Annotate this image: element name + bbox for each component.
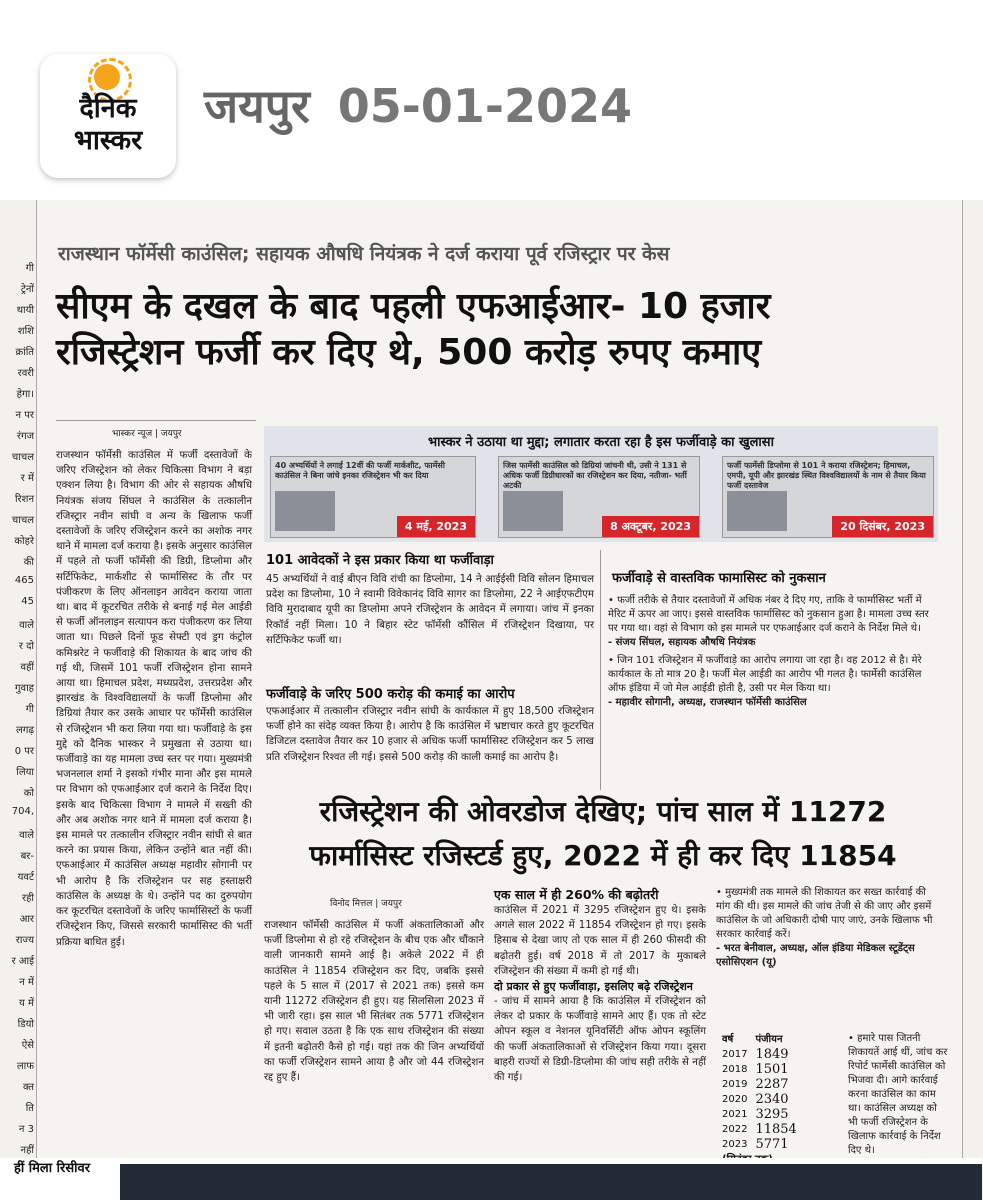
growth-column bbox=[494, 886, 706, 1156]
margin-fragment: रवरी bbox=[17, 368, 34, 379]
logo-text-line2: भास्कर bbox=[73, 125, 143, 156]
clip-photo bbox=[275, 491, 335, 531]
table-cell-year: 2023 bbox=[722, 1139, 748, 1150]
dainik-bhaskar-logo[interactable] bbox=[40, 54, 176, 178]
table-row bbox=[718, 1092, 801, 1107]
margin-fragment: गी bbox=[25, 263, 34, 274]
clip-headline: जिस फार्मेसी काउंसिल को डिग्रियां जांचनी थी, उसी ने 131 से अधिक फर्जी डिग्रीधारकों का रजिस्ट्रेशन कर दिया, नतीजा- भर्ती अटकी bbox=[503, 461, 687, 490]
registration-table bbox=[718, 1032, 801, 1167]
growth-body: काउंसिल में 2021 में 3295 रजिस्ट्रेशन हुए थे। इसके अगले साल 2022 में 11854 रजिस्ट्रेशन हो गए। इसके हिसाब से देखा जाए तो एक साल में ही 260 फीसदी की बढ़ोतरी हुई। वर्ष 2018 में तो 2017 के मुकाबले रजिस्ट्रेशन की संख्या में कमी हो गई थी। bbox=[494, 905, 706, 977]
margin-fragment: क्रांति bbox=[15, 347, 34, 358]
coverage-banner bbox=[264, 426, 938, 542]
overdose-byline: विनोद मित्तल | जयपुर bbox=[330, 899, 402, 909]
table-cell-year: 2021 bbox=[722, 1109, 748, 1120]
margin-fragment: र दो bbox=[18, 641, 34, 652]
left-neighbor-column bbox=[0, 200, 37, 1200]
table-cell-year: 2020 bbox=[722, 1094, 748, 1105]
clip-date: 20 दिसंबर, 2023 bbox=[832, 516, 933, 537]
article-headline bbox=[56, 284, 956, 376]
margin-fragment: क्त bbox=[22, 1082, 34, 1093]
bottom-strip bbox=[0, 1158, 982, 1200]
margin-fragment: गुवाह bbox=[14, 683, 34, 694]
margin-fragment: डियो bbox=[17, 1019, 34, 1030]
table-header-year: वर्ष bbox=[722, 1034, 734, 1045]
logo-text-line1: दैनिक bbox=[79, 93, 137, 124]
table-cell-count: 2287 bbox=[755, 1077, 789, 1092]
margin-fragment: बर- bbox=[20, 851, 34, 862]
margin-fragment: आर bbox=[19, 914, 34, 925]
section-heading-loss: फर्जीवाड़े से वास्तविक फामासिस्ट को नुकसान bbox=[612, 571, 826, 586]
margin-fragment: राज्य bbox=[15, 935, 34, 946]
growth-heading: एक साल में ही 260% की बढ़ोतरी bbox=[494, 887, 659, 902]
divider bbox=[56, 420, 256, 421]
sun-icon bbox=[94, 64, 120, 90]
margin-fragment: 0 पर bbox=[14, 746, 34, 757]
margin-fragment: 704, bbox=[11, 806, 34, 817]
table-row bbox=[718, 1077, 801, 1092]
table-cell-count: 1501 bbox=[755, 1062, 789, 1077]
margin-fragment: हेगा। bbox=[16, 389, 34, 400]
table-cell-year: 2017 bbox=[722, 1049, 748, 1060]
clip-date: 8 अक्टूबर, 2023 bbox=[602, 516, 699, 537]
margin-fragment: की bbox=[23, 557, 34, 568]
news-clip bbox=[498, 456, 700, 538]
margin-fragment: ति bbox=[25, 1103, 34, 1114]
section-body-101: 45 अभ्यर्थियों ने वाई बीएन विवि रांची का डिप्लोमा, 14 ने आईईसी विवि सोलन हिमाचल प्रदेश का डिप्लोमा, 10 ने स्वामी विवेकानंद विवि सागर का डिप्लोमा, 22 ने आईएफटीएम विवि मुरादाबाद यूपी का डिप्लोमा अपने रजिस्ट्रेशन के आवेदन में लगाया। जांच में इनका रिकॉर्ड नहीं मिला। 10 ने बिहार स्टेट फॉर्मेसी कौंसिल में रजिस्ट्रेशन दिखाया, पर सर्टिफिकेट फर्जी था। bbox=[266, 574, 594, 646]
banner-title: भास्कर ने उठाया था मुद्दा; लगातार करता रहा है इस फर्जीवाड़े का खुलासा bbox=[428, 435, 774, 450]
clip-photo bbox=[503, 491, 563, 531]
overdose-headline-line-2: फार्मासिस्ट रजिस्टर्ड हुए, 2022 में ही कर दिए 11854 bbox=[309, 839, 897, 872]
margin-fragment: न में bbox=[19, 977, 34, 988]
section-heading-500: फर्जीवाड़े के जरिए 500 करोड़ की कमाई का आरोप bbox=[266, 687, 515, 702]
quote-text: • मुख्यमंत्री तक मामले की शिकायत कर सख्त कार्रवाई की मांग की थी। इस मामले की जांच तेजी से की जाए और इसमें काउंसिल के जो अधिकारी दोषी पाए जाएं, उनके खिलाफ भी सरकार कार्रवाई करें। bbox=[716, 887, 933, 940]
table-header-count: पंजीयन bbox=[755, 1034, 783, 1045]
quote-attribution: - संजय सिंघल, सहायक औषधि नियंत्रक bbox=[608, 637, 756, 648]
table-cell-count: 3295 bbox=[755, 1107, 789, 1122]
margin-fragment: न 3 bbox=[18, 1124, 34, 1135]
margin-fragment: ट्रेनों bbox=[20, 284, 34, 295]
clip-photo bbox=[727, 491, 787, 531]
right-neighbor-column bbox=[962, 200, 983, 1200]
article-byline: भास्कर न्यूज | जयपुर bbox=[112, 429, 182, 439]
advertisement-strip bbox=[120, 1164, 982, 1200]
margin-fragment: वहीं bbox=[20, 662, 34, 673]
margin-fragment: 465 bbox=[14, 575, 34, 586]
margin-fragment: को bbox=[23, 788, 34, 799]
margin-fragment: लिया bbox=[16, 767, 34, 778]
clip-date: 4 मई, 2023 bbox=[397, 516, 475, 537]
margin-fragment: य में bbox=[19, 998, 34, 1009]
section-body-500: एफआईआर में तत्कालीन रजिस्ट्रार नवीन सांघी के कार्यकाल में हुए 18,500 रजिस्ट्रेशन फर्जी होने का संदेह व्यक्त किया है। आरोप है कि काउंसिल में भ्रष्टाचार करते हुए कूटरचित डिजिटल दस्तावेज तैयार कर 10 हजार से अधिक फर्जी फार्मासिस्ट रजिस्ट्रेशन कर 5 लाख प्रति रजिस्ट्रेशन रिश्वत ली गई। इससे 500 करोड़ की काली कमाई का आरोप है। bbox=[266, 706, 594, 763]
margin-fragment: कोहरे bbox=[14, 536, 34, 547]
divider bbox=[600, 550, 601, 790]
table-cell-count: 11854 bbox=[755, 1122, 797, 1137]
quote-column-bottom bbox=[848, 1032, 948, 1156]
news-clip bbox=[270, 456, 476, 538]
table-row bbox=[718, 1122, 801, 1137]
app-header bbox=[0, 0, 982, 200]
table-row bbox=[718, 1137, 801, 1152]
article-body: राजस्थान फॉर्मेसी काउंसिल में फर्जी दस्तावेजों के जरिए रजिस्ट्रेशन को लेकर चिकित्सा विभाग ने बड़ा एक्शन लिया है। विभाग की ओर से सहायक औषधि नियंत्रक संजय सिंघल ने काउंसिल के तत्कालीन रजिस्ट्रार नवीन सांघी व अन्य के खिलाफ फर्जी दस्तावेजों के जरिए रजिस्ट्रेशन करने का अशोक नगर थाने में मामला दर्ज कराया है। इसके अनुसार काउंसिल में पहले तो फर्जी फॉर्मेसी की डिग्री, डिप्लोमा और सर्टिफिकेट, मार्कशीट से फार्मासिस्ट के तौर पर पंजीकरण के लिए ऑनलाइन आवेदन कराया जाता था। बाद में कूटरचित तरीके से बनाई गई मेल आईडी से फर्जी ऑनलाइन सत्यापन करा पंजीकरण कर लिया जाता था। पिछले दिनों फूड सेफ्टी एवं ड्रग कंट्रोल कमिश्नरेट ने फर्जीवाड़े की शिकायत के बाद जांच की गई थी, जिसमें 101 फर्जी रजिस्ट्रेशन होना सामने आया था। हिमाचल प्रदेश, मध्यप्रदेश, उत्तरप्रदेश और झारखंड के विश्वविद्यालयों के फर्जी डिप्लोमा और डिग्रियां तैयार कर उसके आधार पर फॉर्मेसी काउंसिल से रजिस्ट्रेशन भी करा लिया गया था। फर्जीवाड़े के इस मुद्दे को दैनिक भास्कर ने प्रमुखता से उठाया था। फर्जीवाड़े का यह मामला उच्च स्तर पर गया। मुख्यमंत्री भजनलाल शर्मा ने इसको गंभीर माना और इस मामले पर विभाग को एफआईआर दर्ज कराने के निर्देश दिए। इसके बाद चिकित्सा विभाग ने मामले में सख्ती की और अब अशोक नगर थाने में मामला दर्ज कराया है। इस मामले पर तत्कालीन रजिस्ट्रार नवीन सांघी से बात करने का प्रयास किया, लेकिन उन्होंने बात नहीं की। एफआईआर में काउंसिल अध्यक्ष महावीर सोगानी पर भी आरोप है कि रजिस्ट्रेशन पर सह हस्ताक्षरी काउंसिल के अध्यक्ष के थे। उन्होंने पद का दुरुपयोग कर कूटरचित दस्तावेजों के जरिए फार्मासिस्टों के फर्जी रजिस्ट्रेशन किए, जिससे सरकारी फार्मासिस्ट की भर्ती प्रक्रिया बाधित हुई। bbox=[56, 450, 252, 948]
table-cell-year: 2018 bbox=[722, 1064, 748, 1075]
table-cell-count: 1849 bbox=[755, 1047, 789, 1062]
margin-fragment: रंगज bbox=[16, 431, 34, 442]
section-heading-101: 101 आवेदकों ने इस प्रकार किया था फर्जीवाड़ा bbox=[266, 553, 494, 568]
table-row bbox=[718, 1062, 801, 1077]
table-cell-year: 2022 bbox=[722, 1124, 748, 1135]
margin-fragment: वाले bbox=[19, 620, 34, 631]
margin-fragment: शशि bbox=[17, 326, 34, 337]
margin-fragment: लाफ bbox=[16, 1061, 34, 1072]
quote-attribution: - भरत बेनीवाल, अध्यक्ष, ऑल इंडिया मेडिकल स्टूडेंट्स एसोसिएशन (यू) bbox=[716, 943, 915, 968]
table-row bbox=[718, 1047, 801, 1062]
margin-fragment: र में bbox=[20, 473, 34, 484]
clip-headline: फर्जी फार्मेसी डिप्लोमा से 101 ने कराया रजिस्ट्रेशन; हिमाचल, एमपी, यूपी और झारखंड स्थित विश्वविद्यालयों के नाम से तैयार किया फर्जी दस्तावेज bbox=[727, 461, 926, 490]
quote-attribution: - महावीर सोगानी, अध्यक्ष, राजस्थान फॉर्मेसी काउंसिल bbox=[608, 697, 807, 708]
margin-fragment: यवर्ट bbox=[17, 872, 34, 883]
overdose-body: राजस्थान फॉर्मेसी काउंसिल में फर्जी अंकतालिकाओं और फर्जी डिप्लोमा से हो रहे रजिस्ट्रेशन के बीच एक और चौंकाने वाली जानकारी सामने आई है। अकेले 2022 में ही काउंसिल ने 11854 रजिस्ट्रेशन कर दिए, जबकि इससे पहले के 5 साल में (2017 से 2021 तक) इससे कम यानी 11272 रजिस्ट्रेशन ही हुए। यह सिलसिला 2023 में भी जारी रहा। इस साल भी सितंबर तक 5771 रजिस्ट्रेशन हो गए। सवाल उठता है कि एक साथ रजिस्ट्रेशन की संख्या में इतनी बढ़ोतरी कैसे हो गई। यहां तक की जिन अभ्यर्थियों का फर्जी रजिस्ट्रेशन सामने आया है और जो 44 रजिस्ट्रेशन रद्द हुए हैं। bbox=[264, 920, 484, 1084]
edition-title bbox=[204, 78, 632, 134]
margin-fragment: 45 bbox=[21, 596, 34, 607]
margin-fragment: रही bbox=[22, 893, 34, 904]
edition-date: 05-01-2024 bbox=[337, 79, 633, 133]
clip-headline: 40 अभ्यर्थियों ने लगाई 12वीं की फर्जी मार्कशीट, फार्मेसी काउंसिल ने बिना जांचे इनका रजिस्ट्रेशन भी कर दिया bbox=[275, 461, 445, 480]
margin-fragment: नहीं bbox=[20, 1145, 34, 1156]
overdose-headline bbox=[266, 792, 940, 882]
news-clip bbox=[722, 456, 934, 538]
margin-fragment: चाचल bbox=[11, 515, 34, 526]
two-types-heading: दो प्रकार से हुए फर्जीवाड़ा, इसलिए बढ़े रजिस्ट्रेशन bbox=[494, 980, 693, 994]
margin-fragment: वाले bbox=[19, 830, 34, 841]
two-types-body: - जांच में सामने आया है कि काउंसिल में रजिस्ट्रेशन को लेकर दो प्रकार के फर्जीवाड़े सामने आए हैं। एक तो स्टेट ओपन स्कूल व नेशनल यूनिवर्सिटी ऑफ ओपन स्कूलिंग की फर्जी अंकतालिकाओं से रजिस्ट्रेशन किया गया। दूसरा बाहरी राज्यों से डिग्री-डिप्लोमा की जांच सही तरीके से नहीं की गई। bbox=[494, 996, 706, 1084]
margin-fragment: रिशन bbox=[14, 494, 34, 505]
table-cell-year: 2019 bbox=[722, 1079, 748, 1090]
article-kicker: राजस्थान फॉर्मेसी काउंसिल; सहायक औषधि नियंत्रक ने दर्ज कराया पूर्व रजिस्ट्रार पर केस bbox=[58, 243, 670, 265]
margin-fragment: लगढ़ bbox=[15, 725, 34, 736]
overdose-headline-line-1: रजिस्ट्रेशन की ओवरडोज देखिए; पांच साल में 11272 bbox=[319, 795, 887, 828]
quote-column-top bbox=[716, 886, 942, 1026]
table-cell-count: 5771 bbox=[755, 1137, 789, 1152]
quote-text: • फर्जी तरीके से तैयार दस्तावेजों में अधिक नंबर दे दिए गए, ताकि वे फार्मासिस्ट भर्ती में मेरिट में ऊपर आ जाए। इससे वास्तविक फार्मासिस्ट को नुकसान हुआ है। मामला उच्च स्तर पर गया था। वहां से विभाग को इस मामले पर एफआईआर दर्ज कराने के निर्देश मिले थे। bbox=[608, 595, 929, 634]
quote-text: • हमारे पास जितनी शिकायतें आई थीं, जांच कर रिपोर्ट फार्मेसी काउंसिल को भिजवा दी। आगे कार्रवाई करना काउंसिल का काम था। काउंसिल अध्यक्ष को भी फर्जी रजिस्ट्रेशन के खिलाफ कार्रवाई के निर्देश दिए थे। bbox=[848, 1033, 948, 1156]
margin-fragment: र आई bbox=[11, 956, 34, 967]
margin-fragment: गी bbox=[25, 704, 34, 715]
edition-city: जयपुर bbox=[204, 79, 310, 133]
table-row bbox=[718, 1107, 801, 1122]
quotes-loss bbox=[608, 594, 938, 794]
quote-text: • जिन 101 रजिस्ट्रेशन में फर्जीवाड़े का आरोप लगाया जा रहा है। वह 2012 से है। मेरे कार्यकाल के तो मात्र 20 है। फर्जी मेल आईडी का आरोप भी गलत है। फार्मेसी काउंसिल ऑफ इंडिया में जो मेल आईडी होती है, उसी पर मेल किया था। bbox=[608, 655, 922, 694]
headline-line-1: सीएम के दखल के बाद पहली एफआईआर- 10 हजार bbox=[56, 286, 771, 327]
table-cell-count: 2340 bbox=[755, 1092, 789, 1107]
margin-fragment: थायी bbox=[16, 305, 34, 316]
newspaper-page bbox=[0, 200, 982, 1200]
margin-fragment: ऐसे bbox=[21, 1040, 34, 1051]
bottom-left-headline: हीं मिला रिसीवर bbox=[14, 1161, 91, 1176]
headline-line-2: रजिस्ट्रेशन फर्जी कर दिए थे, 500 करोड़ रुपए कमाए bbox=[56, 332, 762, 373]
margin-fragment: चाचल bbox=[11, 452, 34, 463]
margin-fragment: न पर bbox=[15, 410, 34, 421]
